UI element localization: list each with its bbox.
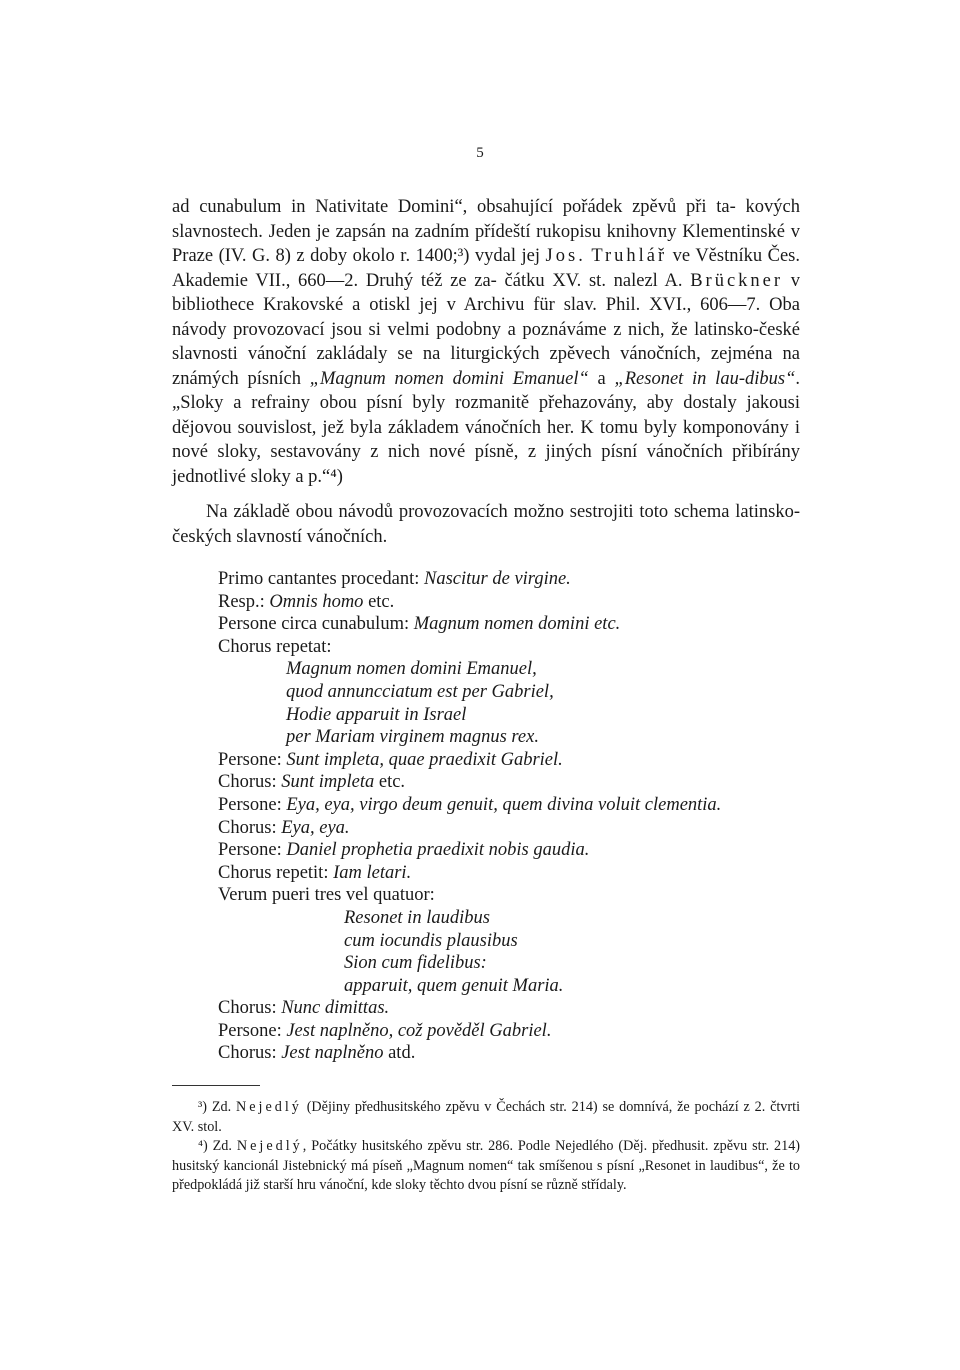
body-paragraph-1 — [172, 195, 800, 489]
schema-row — [218, 930, 818, 953]
footnote-text: , Počátky husitského zpěvu str. 286. Podle Nejedlého (Děj. předhusit. zpěvu str. 214) husitský kancionál Jistebnický má píseň „Magnum nomen“ tak smíšenou s písní „Resonet in laudibus“, že to předpokládá již starší hru vánoční, kde sloky těchto dvou písní se různě střídaly. — [172, 1138, 801, 1193]
schema-text: Nascitur de virgine. — [424, 569, 571, 589]
body-paragraph-2 — [172, 500, 800, 549]
footnote-text: (Dějiny předhusitského zpěvu v Čechách str. 214) se domnívá, že pochází z 2. čtvrti XV. stol. — [172, 1099, 801, 1135]
schema-text: Iam letari. — [333, 862, 412, 883]
footnote-ref: ⁴) — [330, 466, 343, 487]
schema-text: Daniel prophetia praedixit nobis gaudia. — [286, 840, 590, 861]
schema-speaker: Chorus repetit: — [218, 862, 334, 883]
author-name: Nejedlý — [235, 1099, 302, 1115]
schema-speaker: Chorus: — [218, 998, 282, 1019]
schema-text: Eya, eya. — [281, 817, 350, 838]
author-name: Jos. — [545, 246, 586, 266]
footnote-3 — [172, 1098, 800, 1137]
schema-tail: etc. — [374, 772, 406, 793]
schema-row — [218, 997, 818, 1020]
schema-text: Resonet in laudibus — [344, 907, 490, 928]
author-name: Nejedlý — [236, 1138, 303, 1154]
footnote-marker: ⁴) — [198, 1138, 208, 1154]
schema-speaker: Persone: — [218, 1020, 287, 1041]
text-line: K tomu byly komponovány i nové sloky, sestavovány z nich nové písně, — [172, 417, 800, 462]
schema-text: Magnum nomen domini Emanuel, — [286, 659, 537, 680]
schema-text: Hodie apparuit in Israel — [286, 704, 467, 725]
schema-text: Eya, eya, virgo deum genuit, quem divina voluit clementia. — [286, 794, 722, 815]
schema-speaker: Chorus: — [218, 772, 282, 793]
schema-speaker: Persone: — [218, 749, 287, 770]
schema-row — [218, 771, 818, 794]
text-line: a — [588, 368, 615, 389]
schema-row — [218, 794, 818, 817]
text-line: ad cunabulum in Nativitate Domini“, obsahující pořádek zpěvů při ta- — [172, 197, 736, 217]
schema-row — [218, 726, 818, 749]
schema-row — [218, 749, 818, 772]
text-line: . „Sloky a refrainy obou písní byly rozmanitě přehazovány, aby — [172, 368, 800, 413]
schema-speaker: Verum pueri tres vel quatuor: — [218, 885, 435, 906]
schema-speaker: Resp.: — [218, 591, 270, 612]
schema-text: quod annuncciatum est per Gabriel, — [286, 681, 554, 702]
footnote-text: Zd. — [212, 1138, 237, 1154]
schema-speaker: Persone circa cunabulum: — [218, 614, 414, 635]
schema-speaker: Chorus: — [218, 1043, 282, 1064]
schema-row — [218, 636, 818, 659]
text-line: v bibliothece Krakovské a otiskl — [172, 270, 801, 315]
schema-row — [218, 975, 818, 998]
schema-row — [218, 862, 818, 885]
song-title: „Resonet in lau- — [614, 368, 745, 389]
schema-text: apparuit, quem genuit Maria. — [344, 975, 564, 996]
text-line: z jiných písní vánočních přibírány jednotlivé sloky a p.“ — [172, 442, 800, 487]
text-line: čátku XV. st. nalezl A. — [504, 270, 691, 291]
schema-row — [218, 1020, 818, 1043]
text-line: známých písních — [172, 368, 310, 389]
text-line: jsou si velmi podobny a poznáváme z nich, že latinsko-české slavnosti — [172, 319, 800, 364]
schema-text: Sunt impleta — [281, 772, 375, 793]
author-name: Brückner — [690, 270, 784, 291]
schema-text: cum iocundis plausibus — [344, 930, 518, 951]
text-line: vánoční zakládaly se na liturgických zpěvech vánočních, zejména na — [247, 344, 800, 364]
schema-row — [218, 704, 818, 727]
schema-text: Sunt impleta, quae praedixit Gabriel. — [286, 749, 563, 770]
schema-text: Omnis homo — [269, 591, 364, 612]
text-line: kových slavnostech. Jeden je zapsán na zadním přídeští rukopisu knihovny — [172, 197, 800, 242]
footnote-divider — [172, 1085, 260, 1086]
schema-row — [218, 907, 818, 930]
schema-text: Magnum nomen domini etc. — [413, 614, 621, 635]
schema-speaker: Persone: — [218, 794, 287, 815]
schema-row — [218, 568, 818, 591]
schema-text: Jest naplněno, což pověděl Gabriel. — [286, 1020, 552, 1041]
footnote-marker: ³) — [198, 1099, 207, 1115]
text-line: Klementinské v Praze (IV. G. 8) z doby okolo r. 1400;³) vydal jej — [172, 221, 800, 266]
schema-row — [218, 817, 818, 840]
song-title: dibus“ — [744, 368, 796, 389]
schema-list — [218, 568, 818, 1065]
text-line: dostaly jakousi dějovou souvislost, jež byla základem vánočních her. — [172, 393, 800, 438]
schema-row — [218, 681, 818, 704]
page-number: 5 — [476, 145, 484, 161]
schema-row — [218, 658, 818, 681]
schema-tail: etc. — [363, 591, 395, 612]
text-line: ve Věstníku Čes. Akademie VII., 660—2. Druhý též ze za- — [172, 246, 800, 291]
schema-speaker: Chorus: — [218, 817, 282, 838]
schema-row — [218, 839, 818, 862]
footnote-text: Zd. — [211, 1099, 236, 1115]
schema-row — [218, 613, 818, 636]
schema-text: Jest naplněno — [281, 1043, 384, 1064]
schema-speaker: Persone: — [218, 840, 287, 861]
schema-text: per Mariam virginem magnus rex. — [286, 727, 539, 748]
schema-speaker: Primo cantantes procedant: — [218, 569, 425, 589]
author-name: Truhlář — [591, 246, 668, 266]
schema-speaker: Chorus repetat: — [218, 636, 332, 657]
schema-row — [218, 952, 818, 975]
paragraph-text — [172, 195, 800, 489]
schema-tail: atd. — [383, 1043, 416, 1064]
paragraph-text: Na základě obou návodů provozovacích možno sestrojiti toto schema latinsko-českých slavností vánočních. — [172, 502, 800, 547]
song-title: „Magnum nomen domini Emanuel“ — [309, 368, 589, 389]
text-line: jej v Archivu für slav. Phil. XVI., 606—7. Oba návody provozovací — [172, 295, 800, 340]
schema-text: Nunc dimittas. — [281, 998, 390, 1019]
schema-row — [218, 1042, 818, 1065]
schema-row — [218, 591, 818, 614]
schema-row — [218, 884, 818, 907]
footnotes — [172, 1098, 800, 1196]
footnote-4 — [172, 1137, 800, 1196]
schema-text: Sion cum fidelibus: — [344, 953, 487, 974]
